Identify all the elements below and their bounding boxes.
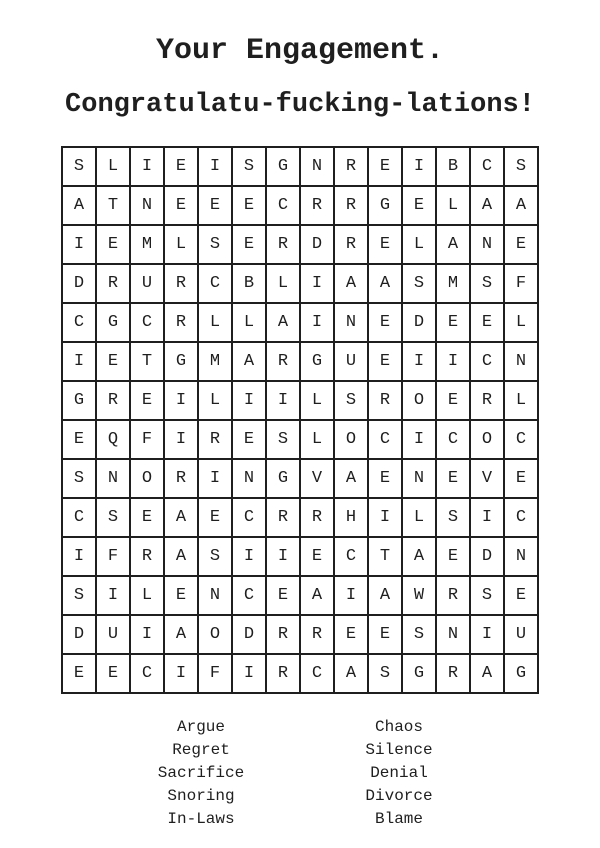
grid-cell: N <box>504 537 538 576</box>
grid-cell: E <box>130 498 164 537</box>
word-search-grid-container <box>0 146 600 694</box>
grid-cell: F <box>198 654 232 693</box>
grid-cell: I <box>402 420 436 459</box>
grid-cell: O <box>470 420 504 459</box>
grid-cell: C <box>266 186 300 225</box>
grid-cell: R <box>266 342 300 381</box>
word-item: Sacrifice <box>157 764 245 782</box>
grid-cell: I <box>164 420 198 459</box>
grid-cell: S <box>504 147 538 186</box>
grid-cell: L <box>300 381 334 420</box>
grid-cell: S <box>470 264 504 303</box>
grid-cell: N <box>504 342 538 381</box>
grid-cell: I <box>334 576 368 615</box>
grid-cell: A <box>164 498 198 537</box>
grid-cell: A <box>300 576 334 615</box>
grid-cell: I <box>470 615 504 654</box>
grid-cell: E <box>232 186 266 225</box>
grid-cell: E <box>232 420 266 459</box>
word-item: In-Laws <box>167 810 235 828</box>
grid-cell: O <box>198 615 232 654</box>
grid-cell: N <box>198 576 232 615</box>
grid-cell: I <box>164 654 198 693</box>
grid-cell: S <box>198 225 232 264</box>
grid-cell: A <box>266 303 300 342</box>
grid-cell: V <box>300 459 334 498</box>
grid-cell: G <box>300 342 334 381</box>
grid-cell: I <box>198 459 232 498</box>
grid-cell: R <box>266 615 300 654</box>
grid-cell: I <box>130 615 164 654</box>
grid-cell: C <box>232 498 266 537</box>
grid-cell: A <box>470 186 504 225</box>
grid-cell: N <box>300 147 334 186</box>
grid-cell: L <box>96 147 130 186</box>
grid-cell: T <box>96 186 130 225</box>
grid-cell: S <box>436 498 470 537</box>
grid-cell: R <box>300 498 334 537</box>
grid-cell: L <box>402 225 436 264</box>
grid-cell: C <box>300 654 334 693</box>
grid-cell: R <box>96 381 130 420</box>
grid-cell: Q <box>96 420 130 459</box>
grid-cell: N <box>130 186 164 225</box>
grid-cell: E <box>368 459 402 498</box>
grid-cell: I <box>62 537 96 576</box>
grid-cell: E <box>402 186 436 225</box>
grid-cell: R <box>266 654 300 693</box>
grid-cell: A <box>368 264 402 303</box>
grid-cell: A <box>402 537 436 576</box>
grid-cell: R <box>198 420 232 459</box>
grid-cell: A <box>470 654 504 693</box>
grid-cell: L <box>164 225 198 264</box>
grid-cell: E <box>368 342 402 381</box>
grid-cell: C <box>504 498 538 537</box>
grid-cell: E <box>436 381 470 420</box>
grid-cell: T <box>368 537 402 576</box>
grid-cell: L <box>436 186 470 225</box>
grid-cell: G <box>96 303 130 342</box>
grid-cell: E <box>164 576 198 615</box>
grid-cell: R <box>96 264 130 303</box>
grid-cell: S <box>96 498 130 537</box>
grid-cell: R <box>334 186 368 225</box>
grid-cell: A <box>504 186 538 225</box>
grid-cell: F <box>504 264 538 303</box>
grid-cell: C <box>130 303 164 342</box>
grid-cell: E <box>504 576 538 615</box>
grid-cell: U <box>130 264 164 303</box>
grid-cell: A <box>334 264 368 303</box>
word-item: Denial <box>370 764 428 782</box>
grid-cell: I <box>300 303 334 342</box>
grid-cell: S <box>266 420 300 459</box>
grid-cell: D <box>62 615 96 654</box>
grid-cell: G <box>368 186 402 225</box>
grid-cell: E <box>96 654 130 693</box>
grid-cell: I <box>164 381 198 420</box>
grid-cell: A <box>334 459 368 498</box>
grid-cell: D <box>470 537 504 576</box>
grid-cell: I <box>62 342 96 381</box>
grid-cell: I <box>232 381 266 420</box>
grid-cell: B <box>436 147 470 186</box>
grid-cell: U <box>504 615 538 654</box>
grid-cell: C <box>504 420 538 459</box>
grid-cell: R <box>164 303 198 342</box>
grid-cell: A <box>164 537 198 576</box>
grid-cell: R <box>470 381 504 420</box>
grid-cell: E <box>368 147 402 186</box>
grid-cell: D <box>402 303 436 342</box>
grid-cell: L <box>266 264 300 303</box>
grid-cell: E <box>266 576 300 615</box>
grid-cell: E <box>96 225 130 264</box>
word-item: Blame <box>374 810 423 828</box>
grid-cell: G <box>504 654 538 693</box>
grid-cell: O <box>402 381 436 420</box>
grid-cell: R <box>368 381 402 420</box>
grid-cell: I <box>266 537 300 576</box>
word-lists <box>0 716 600 831</box>
grid-cell: I <box>436 342 470 381</box>
grid-cell: E <box>504 225 538 264</box>
grid-cell: D <box>300 225 334 264</box>
grid-cell: E <box>130 381 164 420</box>
grid-cell: N <box>96 459 130 498</box>
grid-cell: I <box>62 225 96 264</box>
grid-cell: R <box>164 264 198 303</box>
grid-cell: N <box>232 459 266 498</box>
grid-cell: E <box>504 459 538 498</box>
grid-cell: E <box>96 342 130 381</box>
grid-cell: I <box>130 147 164 186</box>
grid-cell: S <box>402 615 436 654</box>
grid-cell: E <box>436 537 470 576</box>
grid-cell: O <box>130 459 164 498</box>
grid-cell: D <box>62 264 96 303</box>
grid-cell: R <box>436 654 470 693</box>
grid-cell: V <box>470 459 504 498</box>
grid-cell: G <box>62 381 96 420</box>
grid-cell: A <box>436 225 470 264</box>
grid-cell: R <box>334 147 368 186</box>
grid-cell: H <box>334 498 368 537</box>
grid-cell: M <box>198 342 232 381</box>
grid-cell: I <box>96 576 130 615</box>
grid-cell: I <box>232 537 266 576</box>
grid-cell: L <box>232 303 266 342</box>
grid-cell: W <box>402 576 436 615</box>
grid-cell: E <box>198 186 232 225</box>
grid-cell: G <box>402 654 436 693</box>
grid-cell: R <box>130 537 164 576</box>
grid-cell: I <box>470 498 504 537</box>
grid-cell: E <box>164 147 198 186</box>
grid-cell: I <box>402 147 436 186</box>
grid-cell: R <box>164 459 198 498</box>
grid-cell: N <box>402 459 436 498</box>
word-item: Chaos <box>374 718 423 736</box>
grid-cell: E <box>300 537 334 576</box>
grid-cell: U <box>334 342 368 381</box>
grid-cell: T <box>130 342 164 381</box>
grid-cell: C <box>198 264 232 303</box>
grid-cell: C <box>232 576 266 615</box>
grid-cell: E <box>62 654 96 693</box>
grid-cell: I <box>368 498 402 537</box>
page-subtitle: Congratulatu-fucking-lations! <box>65 90 535 120</box>
grid-cell: C <box>62 303 96 342</box>
grid-cell: S <box>62 459 96 498</box>
grid-cell: L <box>198 381 232 420</box>
word-item: Regret <box>172 741 230 759</box>
grid-cell: N <box>334 303 368 342</box>
grid-cell: S <box>402 264 436 303</box>
word-list-left <box>141 716 261 831</box>
grid-cell: I <box>300 264 334 303</box>
grid-cell: L <box>402 498 436 537</box>
grid-cell: C <box>470 147 504 186</box>
grid-cell: A <box>164 615 198 654</box>
grid-cell: E <box>368 225 402 264</box>
grid-cell: G <box>266 147 300 186</box>
grid-cell: C <box>436 420 470 459</box>
grid-cell: A <box>368 576 402 615</box>
grid-cell: E <box>62 420 96 459</box>
grid-cell: R <box>266 498 300 537</box>
grid-cell: C <box>130 654 164 693</box>
grid-cell: E <box>436 459 470 498</box>
grid-cell: S <box>334 381 368 420</box>
grid-cell: L <box>504 381 538 420</box>
grid-cell: L <box>130 576 164 615</box>
grid-cell: I <box>198 147 232 186</box>
word-item: Silence <box>365 741 433 759</box>
word-list-right <box>339 716 459 831</box>
grid-cell: E <box>164 186 198 225</box>
grid-cell: N <box>470 225 504 264</box>
grid-cell: M <box>436 264 470 303</box>
grid-cell: E <box>334 615 368 654</box>
grid-cell: G <box>266 459 300 498</box>
grid-cell: F <box>96 537 130 576</box>
word-item: Divorce <box>365 787 433 805</box>
grid-cell: C <box>470 342 504 381</box>
grid-cell: N <box>436 615 470 654</box>
grid-cell: C <box>334 537 368 576</box>
word-item: Snoring <box>167 787 235 805</box>
grid-cell: E <box>198 498 232 537</box>
page-title: Your Engagement. <box>155 34 445 68</box>
grid-cell: L <box>504 303 538 342</box>
grid-cell: S <box>198 537 232 576</box>
grid-cell: R <box>334 225 368 264</box>
grid-cell: S <box>368 654 402 693</box>
grid-cell: L <box>300 420 334 459</box>
grid-cell: U <box>96 615 130 654</box>
grid-cell: S <box>62 147 96 186</box>
word-search-grid <box>61 146 539 694</box>
grid-cell: E <box>470 303 504 342</box>
grid-cell: E <box>368 303 402 342</box>
word-item: Argue <box>176 718 225 736</box>
grid-cell: D <box>232 615 266 654</box>
grid-cell: C <box>368 420 402 459</box>
grid-cell: A <box>334 654 368 693</box>
grid-cell: I <box>266 381 300 420</box>
grid-cell: I <box>402 342 436 381</box>
grid-cell: I <box>232 654 266 693</box>
grid-cell: S <box>470 576 504 615</box>
grid-cell: G <box>164 342 198 381</box>
grid-cell: S <box>62 576 96 615</box>
grid-cell: A <box>232 342 266 381</box>
grid-cell: E <box>368 615 402 654</box>
grid-cell: B <box>232 264 266 303</box>
grid-cell: A <box>62 186 96 225</box>
grid-cell: F <box>130 420 164 459</box>
grid-cell: R <box>436 576 470 615</box>
grid-cell: C <box>62 498 96 537</box>
grid-cell: R <box>266 225 300 264</box>
grid-cell: L <box>198 303 232 342</box>
grid-cell: E <box>436 303 470 342</box>
grid-cell: S <box>232 147 266 186</box>
grid-cell: M <box>130 225 164 264</box>
grid-cell: O <box>334 420 368 459</box>
grid-cell: E <box>232 225 266 264</box>
grid-cell: R <box>300 186 334 225</box>
grid-cell: R <box>300 615 334 654</box>
